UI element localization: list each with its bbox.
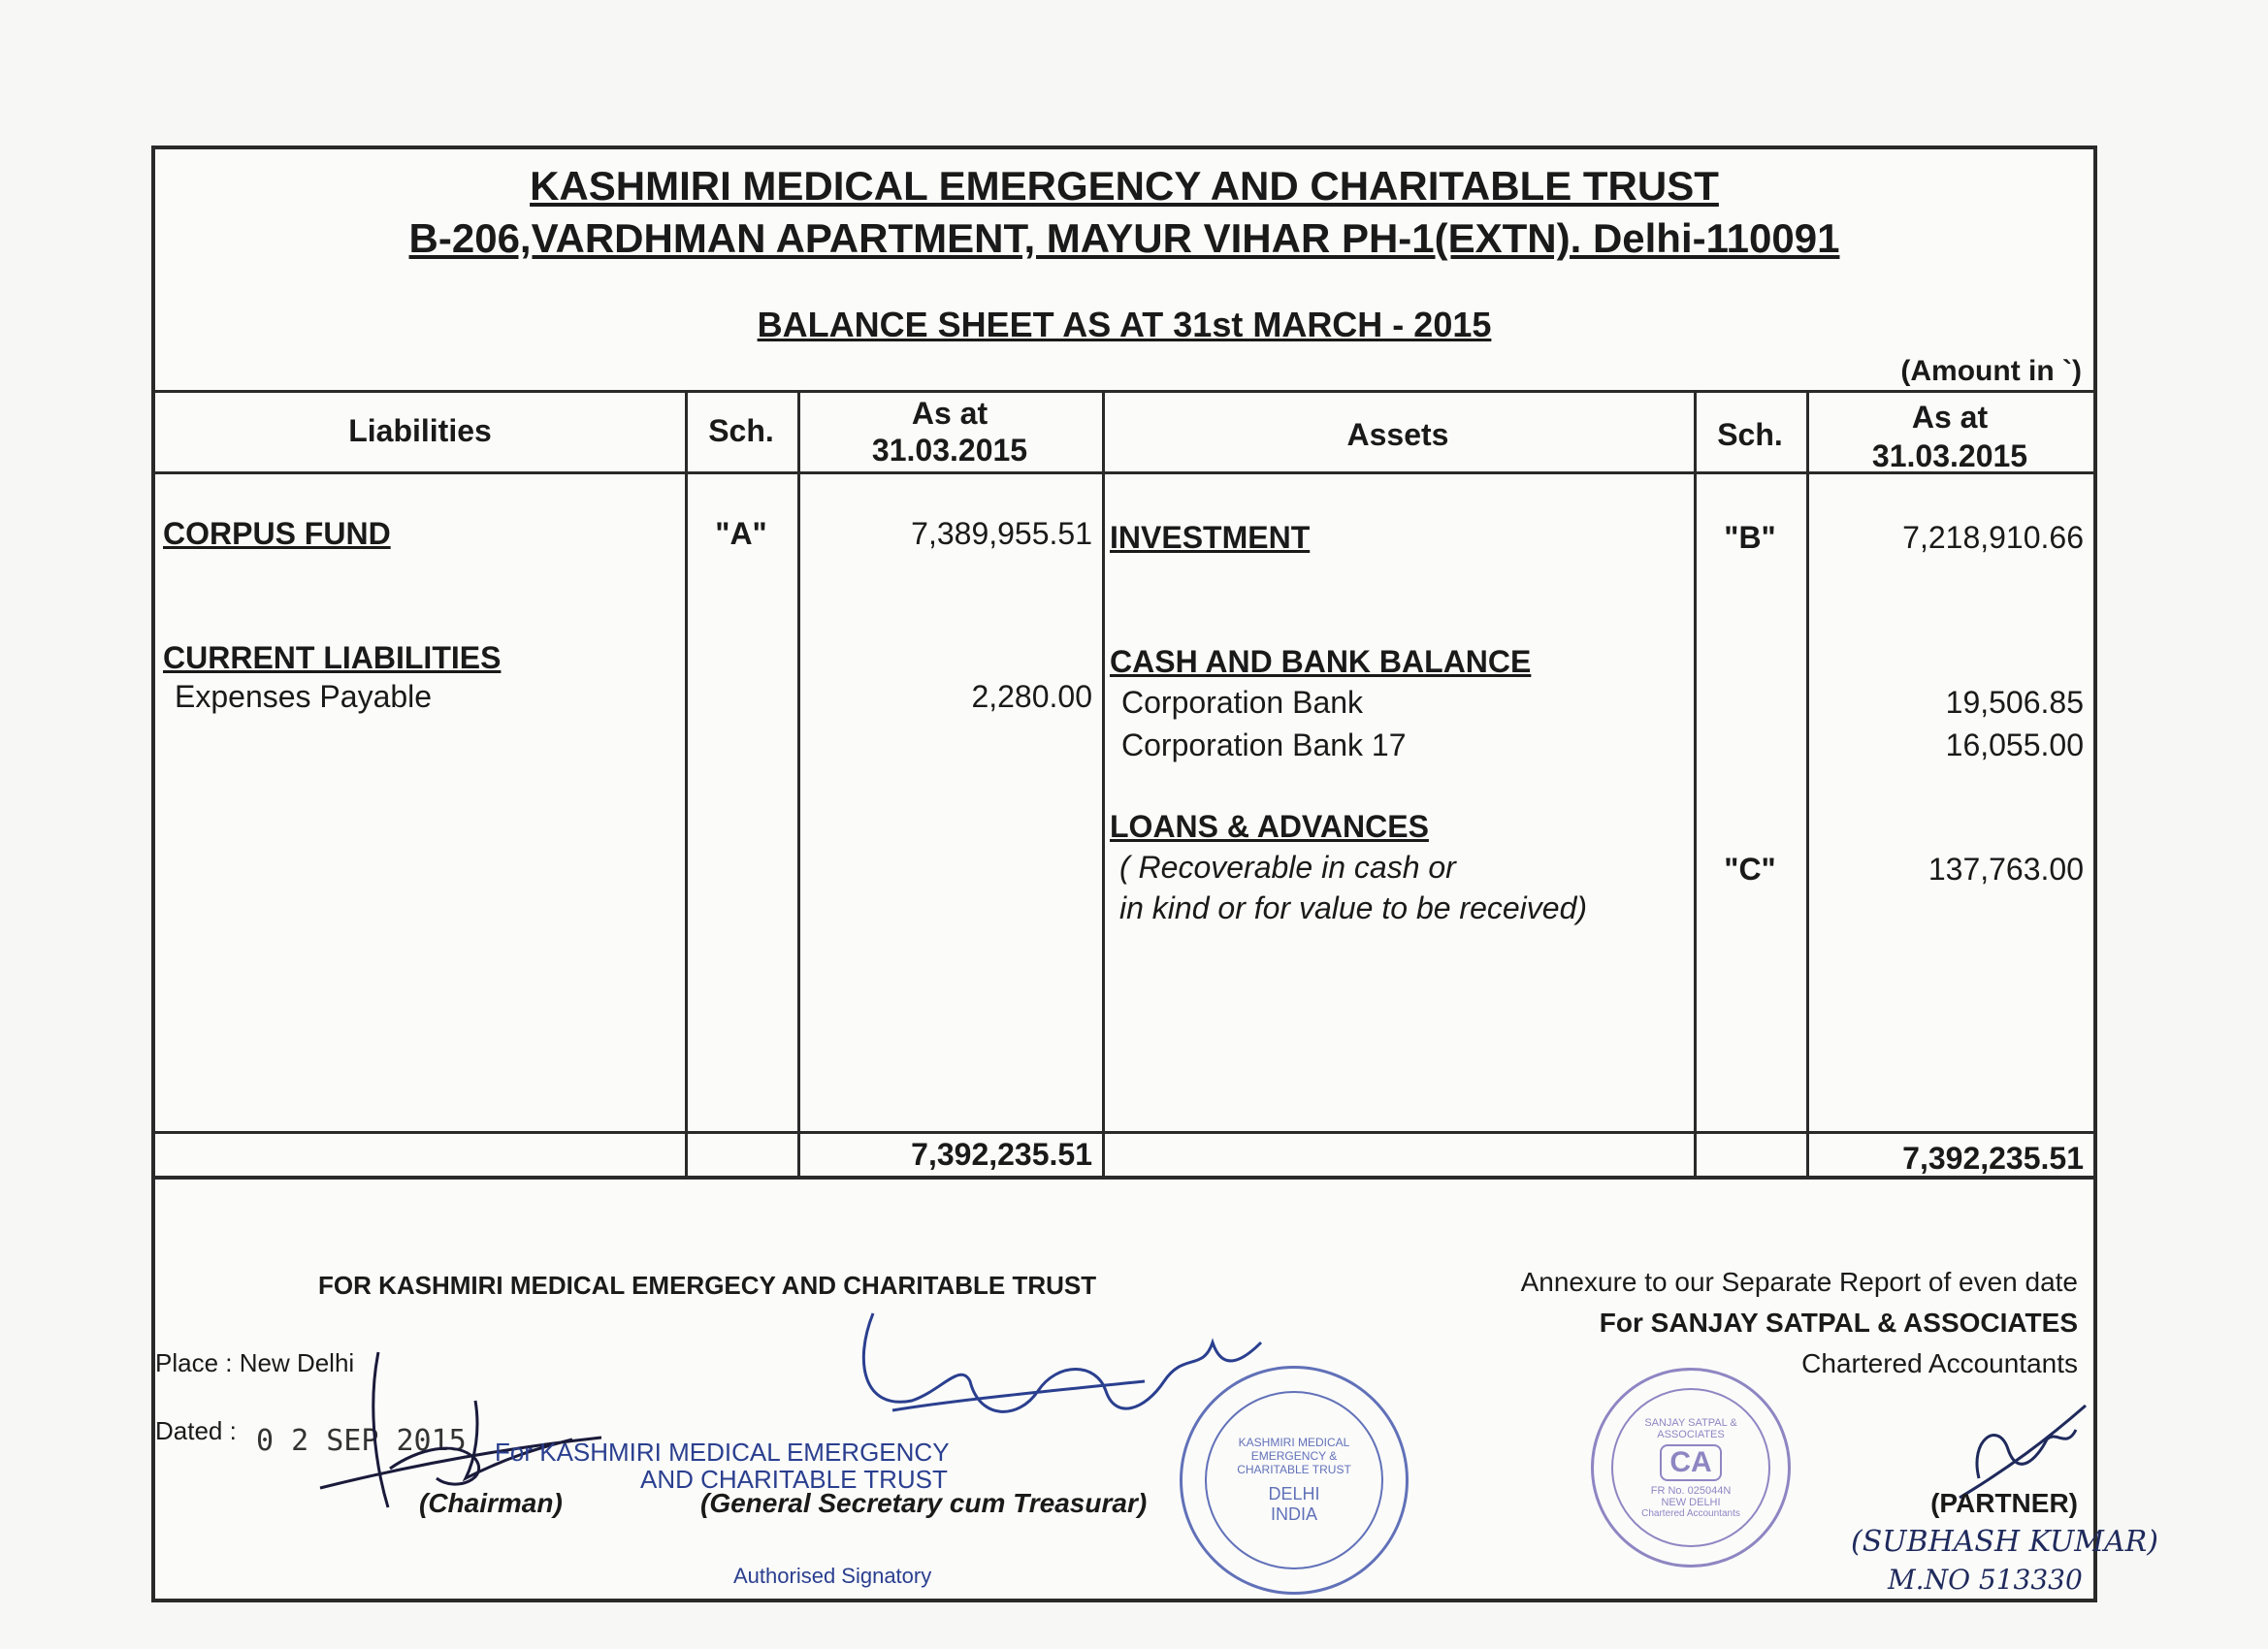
trust-seal-text: KASHMIRI MEDICAL EMERGENCY & CHARITABLE TRUST (1237, 1436, 1351, 1476)
authorised-signatory: Authorised Signatory (733, 1564, 932, 1588)
for-firm-label: For SANJAY SATPAL & ASSOCIATES (1599, 1308, 2078, 1338)
col-header-liabilities: Liabilities (348, 413, 492, 448)
col-header-asat-right-line2: 31.03.2015 (1871, 438, 2028, 473)
loans-advances-label: LOANS & ADVANCES (1110, 809, 1429, 844)
loans-amount: 137,763.00 (1928, 852, 2084, 887)
amount-note: (Amount in `) (1900, 355, 2082, 387)
corporation-bank-17-label: Corporation Bank 17 (1121, 728, 1407, 762)
ca-seal-logo: CA (1660, 1444, 1721, 1481)
cash-bank-label: CASH AND BANK BALANCE (1110, 644, 1532, 679)
col-divider-2 (797, 390, 800, 1180)
partner-signature-stroke (1960, 1406, 2086, 1498)
expenses-payable-amount: 2,280.00 (971, 679, 1092, 714)
annexure-text: Annexure to our Separate Report of even date (1520, 1267, 2078, 1297)
partner-name-handwritten: (SUBHASH KUMAR) (1851, 1525, 2158, 1559)
col-header-asat-right-line1: As at (1911, 400, 1989, 435)
trust-stamp-line1: For KASHMIRI MEDICAL EMERGENCY (495, 1438, 950, 1467)
corpus-fund-sch: "A" (715, 516, 767, 551)
corporation-bank-17-amount: 16,055.00 (1945, 728, 2084, 762)
for-trust-label: FOR KASHMIRI MEDICAL EMERGECY AND CHARITABLE TRUST (318, 1271, 1097, 1300)
corpus-fund-label: CORPUS FUND (163, 516, 391, 551)
gen-sec-label: (General Secretary cum Treasurar) (700, 1488, 1148, 1518)
current-liabilities-label: CURRENT LIABILITIES (163, 640, 502, 675)
col-divider-3 (1102, 390, 1105, 1180)
investment-label: INVESTMENT (1110, 520, 1311, 555)
secretary-signature-stroke (863, 1313, 1261, 1411)
expenses-payable-label: Expenses Payable (175, 679, 433, 714)
partner-label: (PARTNER) (1930, 1488, 2078, 1518)
table-top-rule (155, 390, 2093, 393)
dated-stamp: 0 2 SEP 2015 (256, 1424, 467, 1458)
liabilities-total: 7,392,235.51 (911, 1137, 1092, 1172)
col-header-assets: Assets (1346, 417, 1449, 452)
loans-sch: "C" (1724, 852, 1776, 887)
trust-seal-center: DELHI INDIA (1268, 1484, 1320, 1524)
investment-amount: 7,218,910.66 (1902, 520, 2084, 555)
org-address: B-206,VARDHMAN APARTMENT, MAYUR VIHAR PH-1(EXTN). Delhi-110091 (408, 215, 1840, 261)
chairman-signature-stroke (320, 1352, 601, 1507)
trust-seal-inner (1205, 1391, 1383, 1569)
ca-seal (1591, 1368, 1791, 1568)
ca-seal-inner (1611, 1388, 1770, 1547)
col-header-sch-left: Sch. (708, 413, 774, 448)
org-name: KASHMIRI MEDICAL EMERGENCY AND CHARITABLE TRUST (530, 163, 1719, 209)
trust-stamp-line2: AND CHARITABLE TRUST (640, 1465, 948, 1494)
trust-seal (1180, 1366, 1409, 1595)
assets-total: 7,392,235.51 (1902, 1141, 2084, 1176)
col-divider-1 (685, 390, 688, 1180)
col-divider-4 (1694, 390, 1697, 1180)
ca-seal-bottom: Chartered Accountants (1641, 1507, 1740, 1519)
corporation-bank-amount: 19,506.85 (1945, 685, 2084, 720)
place-label: Place : New Delhi (155, 1348, 355, 1377)
loans-note-line2: in kind or for value to be received) (1119, 890, 1588, 925)
header-bottom-rule (155, 471, 2093, 474)
chairman-label: (Chairman) (419, 1488, 563, 1518)
total-top-rule (155, 1131, 2093, 1134)
membership-no-handwritten: M.NO 513330 (1888, 1564, 2083, 1596)
col-divider-5 (1806, 390, 1809, 1180)
ca-seal-fr: FR No. 025044N (1650, 1484, 1732, 1497)
loans-note-line1: ( Recoverable in cash or (1119, 850, 1456, 885)
dated-label: Dated : (155, 1416, 237, 1445)
col-header-asat-left-line2: 31.03.2015 (871, 433, 1028, 468)
chartered-label: Chartered Accountants (1801, 1348, 2078, 1378)
total-bottom-rule (155, 1176, 2093, 1180)
col-header-asat-left-line1: As at (911, 396, 988, 431)
ca-seal-text: SANJAY SATPAL & ASSOCIATES (1644, 1416, 1737, 1440)
col-header-sch-right: Sch. (1717, 417, 1783, 452)
sheet-title: BALANCE SHEET AS AT 31st MARCH - 2015 (757, 305, 1492, 344)
ca-seal-city: NEW DELHI (1661, 1496, 1721, 1508)
corporation-bank-label: Corporation Bank (1121, 685, 1364, 720)
corpus-fund-amount: 7,389,955.51 (911, 516, 1092, 551)
balance-sheet-document (151, 146, 2158, 1602)
investment-sch: "B" (1724, 520, 1776, 555)
